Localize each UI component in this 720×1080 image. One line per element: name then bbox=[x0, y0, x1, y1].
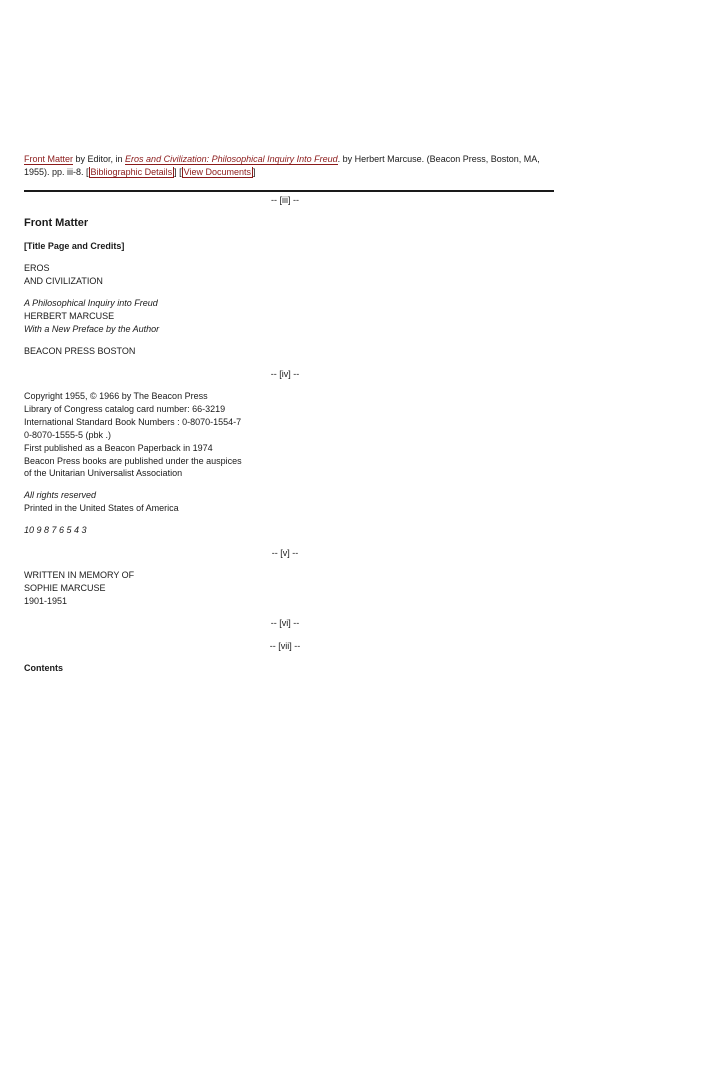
dedication-block bbox=[24, 569, 134, 608]
contents-heading: Contents bbox=[24, 663, 63, 673]
rights-reserved: All rights reserved bbox=[24, 490, 97, 500]
dedication-line: 1901-1951 bbox=[24, 595, 68, 606]
divider-rule bbox=[24, 190, 554, 192]
citation-separator: ] [ bbox=[174, 167, 182, 177]
author-line: HERBERT MARCUSE bbox=[24, 310, 115, 321]
page-marker-vi: -- [vi] -- bbox=[270, 618, 300, 628]
title-line: AND CIVILIZATION bbox=[24, 275, 103, 286]
copyright-line: Copyright 1955, © 1966 by The Beacon Press bbox=[24, 391, 208, 401]
preface-line: With a New Preface by the Author bbox=[24, 323, 160, 334]
title-line: EROS bbox=[24, 263, 50, 273]
copyright-line: 0-8070-1555-5 (pbk .) bbox=[24, 429, 112, 440]
copyright-line: International Standard Book Numbers : 0-8070-1554-7 bbox=[24, 416, 242, 427]
copyright-line: of the Unitarian Universalist Association bbox=[24, 468, 183, 479]
page-marker-iv: -- [iv] -- bbox=[270, 369, 300, 379]
subtitle-block bbox=[24, 297, 159, 336]
citation bbox=[24, 153, 549, 179]
title-block bbox=[24, 262, 103, 288]
citation-end: ] bbox=[252, 167, 256, 177]
copyright-line: First published as a Beacon Paperback in 1974 bbox=[24, 442, 213, 453]
citation-by-editor: by Editor, in bbox=[73, 154, 126, 164]
dedication-line: SOPHIE MARCUSE bbox=[24, 582, 106, 593]
view-documents-link[interactable]: View Documents bbox=[183, 167, 251, 177]
front-matter-link[interactable]: Front Matter bbox=[24, 154, 74, 164]
rights-block bbox=[24, 489, 179, 515]
publisher-line: BEACON PRESS BOSTON bbox=[24, 346, 136, 356]
citation-details: . by Herbert Marcuse. (Beacon Press, Boston, MA, 1955). pp. iii-8. [ bbox=[24, 154, 540, 177]
section-heading: Front Matter bbox=[24, 217, 89, 229]
page-marker-vii: -- [vii] -- bbox=[269, 641, 301, 651]
book-title-link[interactable]: Eros and Civilization: Philosophical Inquiry Into Freud bbox=[125, 154, 338, 164]
dedication-line: WRITTEN IN MEMORY OF bbox=[24, 570, 135, 580]
subheading: [Title Page and Credits] bbox=[24, 241, 125, 251]
copyright-line: Beacon Press books are published under the auspices bbox=[24, 455, 242, 466]
bibliographic-details-link[interactable]: Bibliographic Details bbox=[90, 167, 173, 177]
page-marker-iii: -- [iii] -- bbox=[271, 195, 299, 205]
copyright-block bbox=[24, 390, 242, 480]
printed-in: Printed in the United States of America bbox=[24, 502, 179, 513]
subtitle-line: A Philosophical Inquiry into Freud bbox=[24, 298, 158, 308]
page-marker-v: -- [v] -- bbox=[271, 548, 299, 558]
printing-numbers: 10 9 8 7 6 5 4 3 bbox=[24, 525, 87, 535]
copyright-line: Library of Congress catalog card number: 66-3219 bbox=[24, 403, 226, 414]
